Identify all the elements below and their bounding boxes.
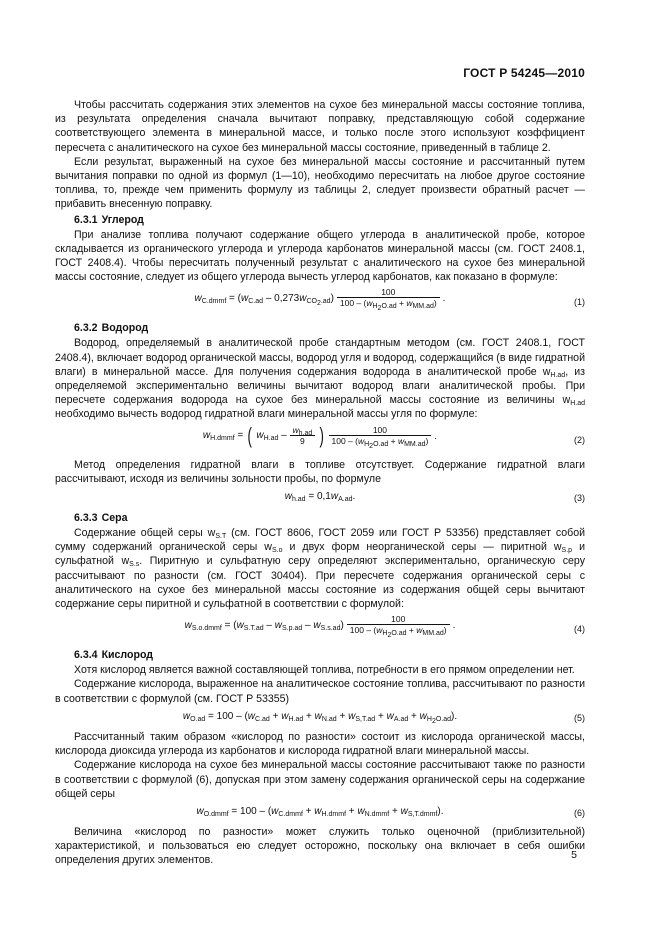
formula-1: $w_{C.dmmf} = (w_{C.ad} - 0,273w_{CO_2.ad})$ $\frac{100}{100 - (w_{H_2O.ad} + w_{MM.ad})}$ . (1) — [194, 287, 585, 313]
formula-2: $w_{H.dmmf}$ = ( $w_{H.ad}$ – $\frac{w_{h.ad}}{9}$ ) $\frac{100}{100 - (w_{H_2O.ad} + w_{MM.ad})}$ . (2) — [202, 422, 585, 450]
paragraph: Величина «кислород по разности» может служить только оценочной (приблизительной) характеристикой, и пользоваться ею следует осторожно, поскольку она включает в себя ошибки определения других элементов. — [55, 825, 585, 867]
formula-5: $w_{O.ad} = 100 - (w_{C.ad} + w_{H.ad} + w_{N.ad} + w_{S,T.ad} + w_{A.ad} + w_{H_2O.ad})$. (5) — [182, 710, 585, 725]
formula-number: (1) — [574, 297, 585, 308]
section-heading-oxygen: 6.3.4 Кислород — [74, 649, 154, 662]
document-code-header: ГОСТ Р 54245—2010 — [463, 66, 585, 80]
page-number: 5 — [571, 849, 577, 861]
formula-number: (4) — [574, 624, 585, 635]
paragraph: Рассчитанный таким образом «кислород по разности» состоит из кислорода органической массы, кислорода диоксида углерода из карбонатов и кислорода гидратной влаги минеральной массы. — [55, 730, 585, 758]
paragraph: Водород, определяемый в аналитической пробе стандартным методом (см. ГОСТ 2408.1, ГОСТ 2408.4), включает водород органической массы, водород угля и водород, содержащийся (в виде гидратной влаги) в минеральной массе. Для получения содержания водорода в аналитической пробе $w_{H.ad}$, из определяемой экспериментально величины вычитают водород влаги аналитической пробы. При пересчете содержания водорода на сухое без минеральной массы состояние из величины $w_{H.ad}$ необходимо вычесть водород гидратной влаги минеральной массы угля по формуле: — [55, 337, 585, 421]
section-heading-hydrogen: 6.3.2 Водород — [74, 322, 149, 335]
paragraph: Содержание кислорода на сухое без минеральной массы состояние рассчитывают также по разности в соответствии с формулой (6), допуская при этом замену содержания органической серы на содержание общей серы — [55, 759, 585, 800]
paragraph: Чтобы рассчитать содержания этих элементов на сухое без минеральной массы состояние топлива, из результата определения сначала вычитают поправку, представляющую собой содержание соответствующего элемента в минеральной массе, и только после этого используют коэффициент пересчета с аналитического на сухое без минеральной массы состояние, приведенный в таблице 2. — [55, 99, 585, 154]
paragraph: Хотя кислород является важной составляющей топлива, потребности в его прямом определении нет. — [74, 664, 575, 677]
paragraph: Содержание общей серы $w_{S.T}$ (см. ГОСТ 8606, ГОСТ 2059 или ГОСТ Р 53356) представляет собой сумму содержаний органической серы $w_{S.o}$ и двух форм неорганической серы — пиритной $w_{S.p}$ и сульфатной $w_{S.s}$. Пиритную и сульфатную серу определяют экспериментально, органическую серу рассчитывают по разности (см. ГОСТ 30404). При пересчете содержания органической серы с аналитического на сухое без минеральной массы состояние из содержания общей серы вычитают содержание серы пиритной и сульфатной в соответствии с формулой: — [55, 527, 586, 611]
paragraph: Если результат, выраженный на сухое без минеральной массы состояние и рассчитанный путем вычитания поправки по одной из формул (1—10), необходимо пересчитать на любое другое состояние топлива, то, прежде чем применить формулу из таблицы 2, следует произвести обратный расчет — прибавить внесенную поправку. — [55, 155, 585, 211]
formula-number: (5) — [574, 712, 585, 723]
formula-3: $w_{h.ad} = 0,1w_{A.ad}$. (3) — [55, 489, 585, 507]
formula-number: (3) — [574, 492, 585, 503]
formula-number: (6) — [574, 807, 585, 818]
formula-6: $w_{O.dmmf} = 100 - (w_{C.dmmf} + w_{H.dmmf} + w_{N.dmmf} + w_{S,T.dmmf})$. (6) — [55, 804, 585, 822]
section-heading-carbon: 6.3.1 Углерод — [74, 213, 144, 226]
paragraph: Содержание кислорода, выраженное на аналитическое состояние топлива, рассчитывают по разности в соответствии с формулой (см. ГОСТ Р 53355) — [55, 678, 585, 705]
formula-4: $w_{S.o.dmmf} = (w_{S.T.ad} - w_{S.p.ad} - w_{S.s.ad})$ $\frac{100}{100 - (w_{H_2O.ad} + w_{MM.ad})}$ . (4) — [184, 614, 585, 640]
section-heading-sulfur: 6.3.3 Сера — [74, 512, 128, 525]
paragraph: При анализе топлива получают содержание общего углерода в аналитической пробе, которое складывается из органического углерода и углерода карбонатов минеральной массы (см. ГОСТ 2408.1, ГОСТ 2408.4). Чтобы пересчитать полученный результат с аналитического на сухое без минеральной массы состояние, следует из общего углерода вычесть углерод карбонатов, как показано в формуле: — [55, 228, 585, 284]
page-content — [55, 98, 585, 868]
paragraph: Метод определения гидратной влаги в топливе отсутствует. Содержание гидратной влаги рассчитывают, исходя из величины зольности пробы, по формуле — [55, 458, 585, 485]
formula-number: (2) — [574, 434, 585, 445]
